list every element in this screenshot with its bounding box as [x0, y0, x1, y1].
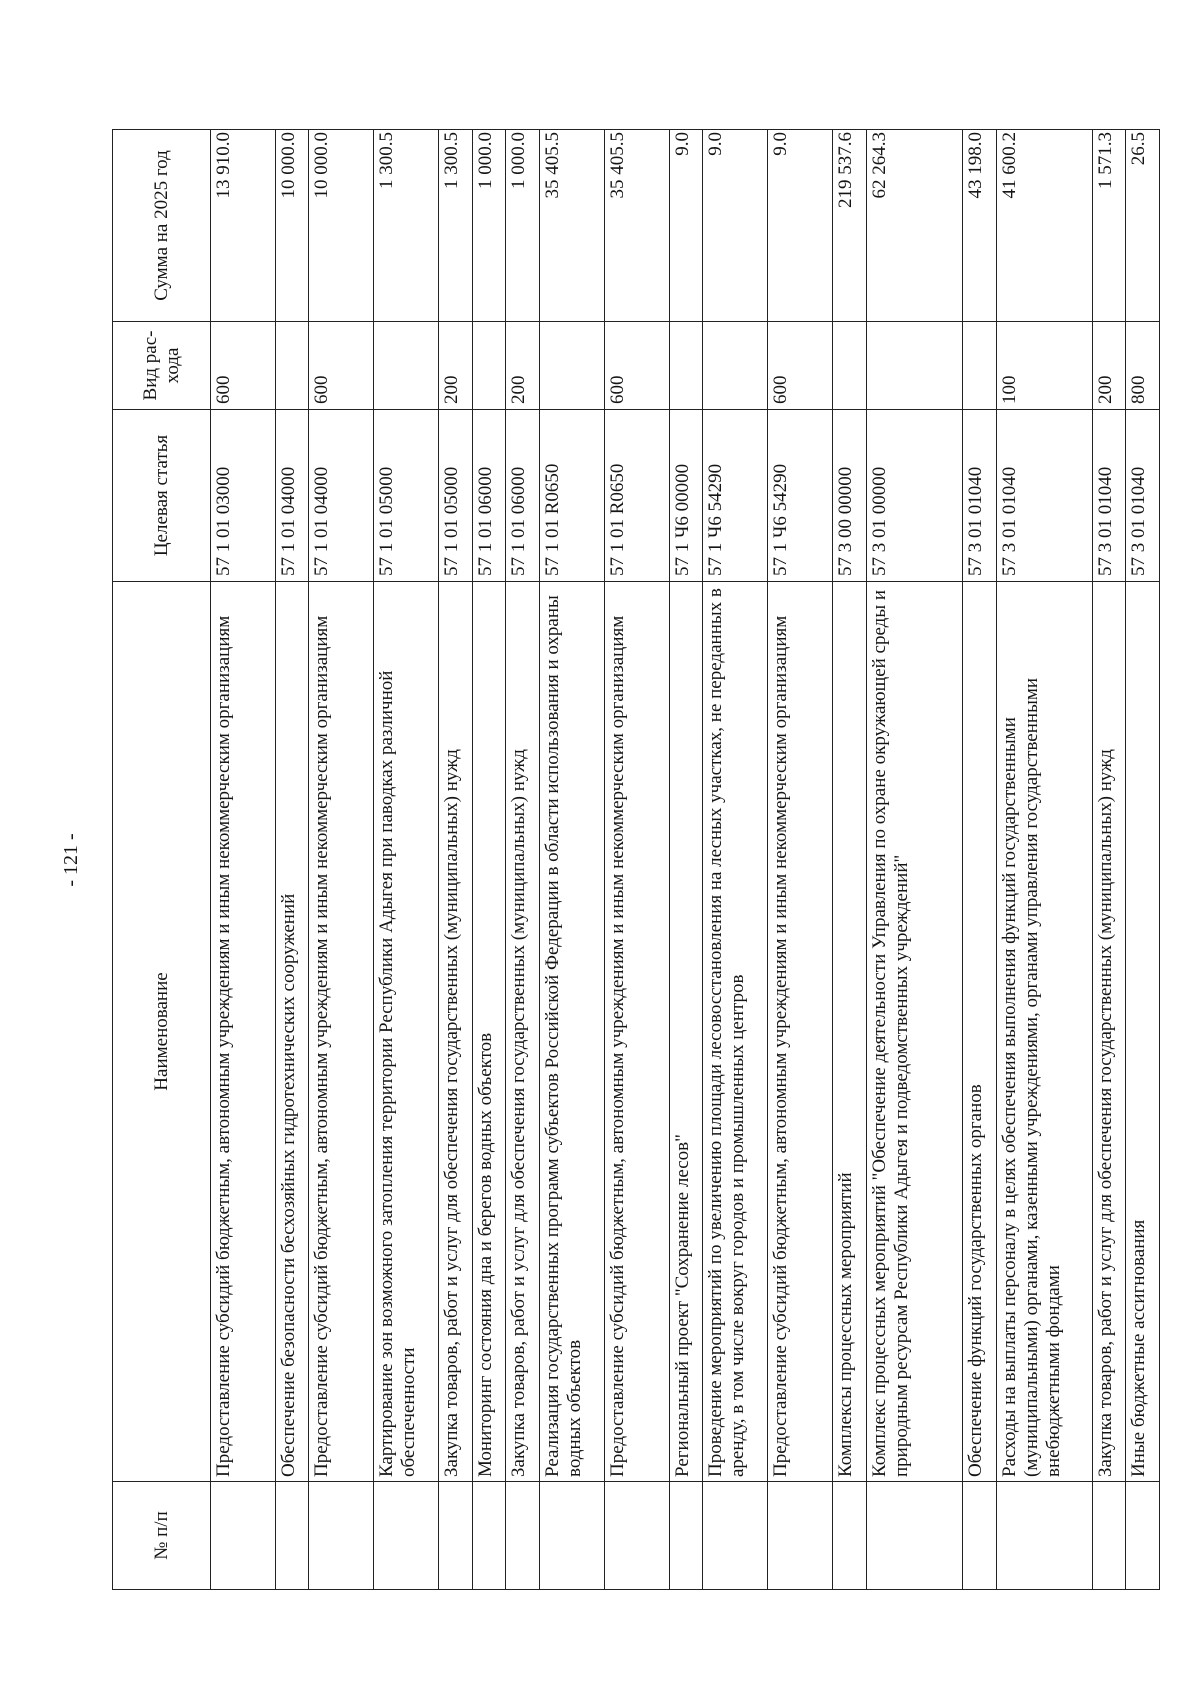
- row-name: Предоставление субсидий бюджетным, автономным учреждениям и иным некоммерческим организациям: [768, 582, 833, 1482]
- table-header-row: [113, 130, 211, 1590]
- table-row: [275, 130, 309, 1590]
- row-num-cell: [768, 1482, 833, 1590]
- table-row: [1092, 130, 1126, 1590]
- row-code: 57 3 01 01040: [1126, 410, 1160, 582]
- row-type: [703, 322, 768, 410]
- row-sum: 1 571.3: [1092, 130, 1126, 322]
- row-code: 57 3 01 00000: [866, 410, 962, 582]
- row-name: Картирование зон возможного затопления территории Республики Адыгея при паводках различной обеспеченности: [374, 582, 439, 1482]
- row-type: [374, 322, 439, 410]
- row-num-cell: [833, 1482, 867, 1590]
- row-sum: 1 300.5: [374, 130, 439, 322]
- row-name: Обеспечение безопасности бесхозяйных гидротехнических сооружений: [275, 582, 309, 1482]
- row-code: 57 1 01 06000: [506, 410, 540, 582]
- row-num-cell: [1092, 1482, 1126, 1590]
- row-name: Комплекс процессных мероприятий "Обеспечение деятельности Управления по охране окружающей среды и природным ресурсам Республики Адыгея и подведомственных учреждений": [866, 582, 962, 1482]
- row-num-cell: [472, 1482, 506, 1590]
- row-type: [833, 322, 867, 410]
- table-row: [866, 130, 962, 1590]
- row-name: Проведение мероприятий по увеличению площади лесовосстановления на лесных участках, не переданных в аренду, в том числе вокруг городов и промышленных центров: [703, 582, 768, 1482]
- row-type: 600: [211, 322, 276, 410]
- row-type: [539, 322, 604, 410]
- row-code: 57 1 01 05000: [439, 410, 473, 582]
- table-row: [996, 130, 1092, 1590]
- row-code: 57 3 01 01040: [1092, 410, 1126, 582]
- row-sum: 41 600.2: [996, 130, 1092, 322]
- row-num-cell: [604, 1482, 669, 1590]
- table-row: [211, 130, 276, 1590]
- row-sum: 13 910.0: [211, 130, 276, 322]
- row-code: 57 1 Ч6 54290: [768, 410, 833, 582]
- row-type: [275, 322, 309, 410]
- row-name: Предоставление субсидий бюджетным, автономным учреждениям и иным некоммерческим организациям: [211, 582, 276, 1482]
- row-type: 600: [768, 322, 833, 410]
- row-num-cell: [309, 1482, 374, 1590]
- table-row: [963, 130, 997, 1590]
- row-name: Предоставление субсидий бюджетным, автономным учреждениям и иным некоммерческим организациям: [309, 582, 374, 1482]
- row-name: Расходы на выплаты персоналу в целях обеспечения выполнения функций государственными (муниципальными) органами, казенными учреждениями, органами управления государственными внебюджетными фондами: [996, 582, 1092, 1482]
- table-row: [768, 130, 833, 1590]
- table-row: [439, 130, 473, 1590]
- table-row: [1126, 130, 1160, 1590]
- row-sum: 9.0: [703, 130, 768, 322]
- row-name: Закупка товаров, работ и услуг для обеспечения государственных (муниципальных) нужд: [439, 582, 473, 1482]
- row-code: 57 1 01 03000: [211, 410, 276, 582]
- header-code: Целевая статья: [113, 410, 211, 582]
- rotated-table-container: [112, 130, 1160, 1590]
- row-type: [669, 322, 703, 410]
- row-code: 57 1 Ч6 54290: [703, 410, 768, 582]
- row-name: Региональный проект "Сохранение лесов": [669, 582, 703, 1482]
- row-num-cell: [703, 1482, 768, 1590]
- row-code: 57 1 Ч6 00000: [669, 410, 703, 582]
- row-num-cell: [539, 1482, 604, 1590]
- row-type: 200: [1092, 322, 1126, 410]
- table-row: [833, 130, 867, 1590]
- row-code: 57 3 01 01040: [996, 410, 1092, 582]
- row-name: Предоставление субсидий бюджетным, автономным учреждениям и иным некоммерческим организациям: [604, 582, 669, 1482]
- row-code: 57 1 01 R0650: [604, 410, 669, 582]
- table-row: [539, 130, 604, 1590]
- row-name: Мониторинг состояния дна и берегов водных объектов: [472, 582, 506, 1482]
- row-num-cell: [1126, 1482, 1160, 1590]
- row-num-cell: [211, 1482, 276, 1590]
- row-sum: 10 000.0: [309, 130, 374, 322]
- row-num-cell: [866, 1482, 962, 1590]
- row-num-cell: [996, 1482, 1092, 1590]
- row-code: 57 3 01 01040: [963, 410, 997, 582]
- table-row: [506, 130, 540, 1590]
- row-name: Иные бюджетные ассигнования: [1126, 582, 1160, 1482]
- row-type: 200: [439, 322, 473, 410]
- page-number: - 121 -: [60, 833, 82, 887]
- row-sum: 35 405.5: [604, 130, 669, 322]
- row-type: 800: [1126, 322, 1160, 410]
- row-sum: 9.0: [669, 130, 703, 322]
- row-type: [866, 322, 962, 410]
- header-num: № п/п: [113, 1482, 211, 1590]
- row-code: 57 1 01 05000: [374, 410, 439, 582]
- table-row: [374, 130, 439, 1590]
- row-num-cell: [439, 1482, 473, 1590]
- row-type: 200: [506, 322, 540, 410]
- row-num-cell: [275, 1482, 309, 1590]
- table-row: [472, 130, 506, 1590]
- table-row: [604, 130, 669, 1590]
- row-name: Комплексы процессных мероприятий: [833, 582, 867, 1482]
- header-sum: Сумма на 2025 год: [113, 130, 211, 322]
- row-name: Закупка товаров, работ и услуг для обеспечения государственных (муниципальных) нужд: [506, 582, 540, 1482]
- row-type: [472, 322, 506, 410]
- table-row: [703, 130, 768, 1590]
- row-sum: 219 537.6: [833, 130, 867, 322]
- row-type: 100: [996, 322, 1092, 410]
- header-name: Наименование: [113, 582, 211, 1482]
- header-type: Вид рас- хода: [113, 322, 211, 410]
- table-row: [309, 130, 374, 1590]
- row-sum: 1 300.5: [439, 130, 473, 322]
- row-sum: 10 000.0: [275, 130, 309, 322]
- row-sum: 9.0: [768, 130, 833, 322]
- row-code: 57 1 01 06000: [472, 410, 506, 582]
- budget-table: [112, 129, 1160, 1590]
- row-code: 57 1 01 04000: [309, 410, 374, 582]
- row-type: 600: [604, 322, 669, 410]
- row-code: 57 3 00 00000: [833, 410, 867, 582]
- table-row: [669, 130, 703, 1590]
- row-code: 57 1 01 04000: [275, 410, 309, 582]
- row-sum: 35 405.5: [539, 130, 604, 322]
- row-num-cell: [669, 1482, 703, 1590]
- row-type: 600: [309, 322, 374, 410]
- row-num-cell: [506, 1482, 540, 1590]
- row-name: Обеспечение функций государственных органов: [963, 582, 997, 1482]
- row-num-cell: [963, 1482, 997, 1590]
- row-name: Закупка товаров, работ и услуг для обеспечения государственных (муниципальных) нужд: [1092, 582, 1126, 1482]
- row-name: Реализация государственных программ субъектов Российской Федерации в области использования и охраны водных объектов: [539, 582, 604, 1482]
- row-sum: 43 198.0: [963, 130, 997, 322]
- row-sum: 62 264.3: [866, 130, 962, 322]
- row-sum: 26.5: [1126, 130, 1160, 322]
- row-type: [963, 322, 997, 410]
- row-sum: 1 000.0: [506, 130, 540, 322]
- row-sum: 1 000.0: [472, 130, 506, 322]
- row-num-cell: [374, 1482, 439, 1590]
- row-code: 57 1 01 R0650: [539, 410, 604, 582]
